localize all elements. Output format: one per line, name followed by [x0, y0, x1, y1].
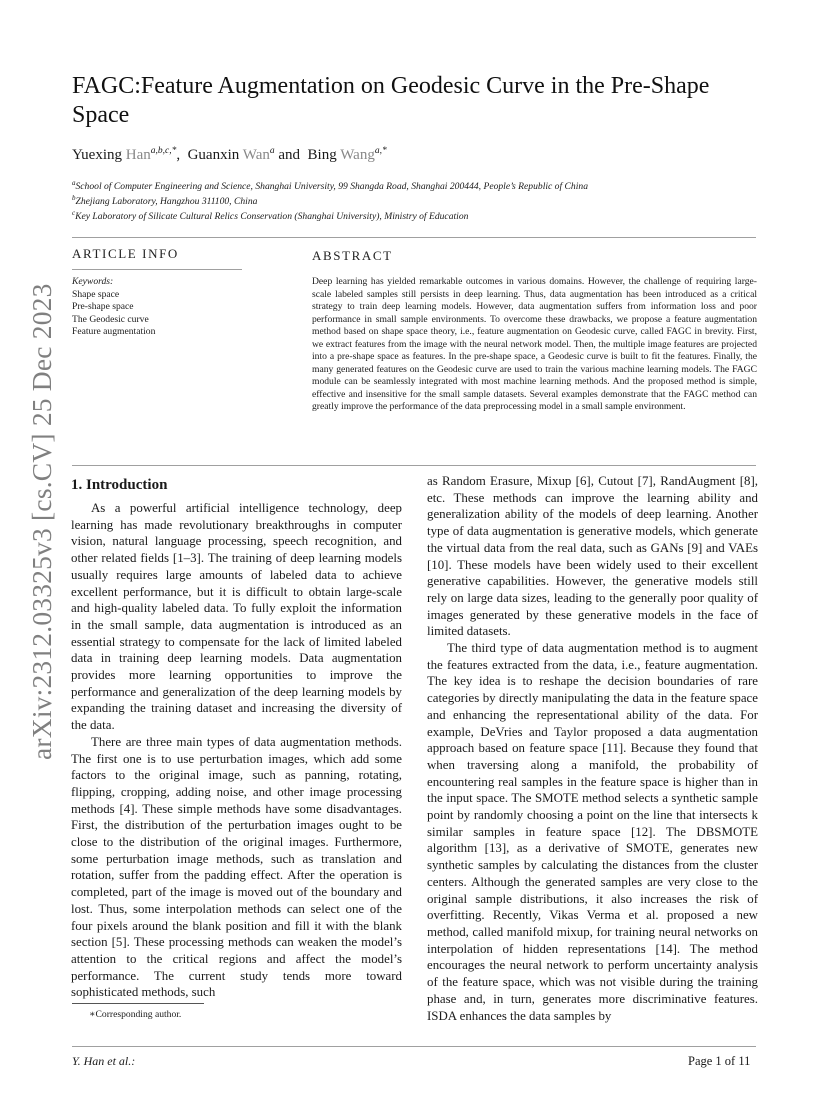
running-author: Y. Han et al.: [72, 1054, 136, 1068]
affiliation-text: Zhejiang Laboratory, Hangzhou 311100, China [75, 196, 258, 208]
page-number: Page 1 of 11 [688, 1054, 751, 1068]
article-info-heading: ARTICLE INFO [72, 246, 179, 261]
author-affil-sup: a,* [374, 146, 387, 156]
author-first-name: Bing [307, 147, 337, 163]
footnote: ∗Corresponding author. [89, 1009, 182, 1020]
left-column [71, 475, 402, 1001]
footer-divider [72, 1046, 756, 1047]
keywords-label: Keywords: [72, 276, 114, 287]
header-divider [72, 237, 756, 238]
abstract-heading: ABSTRACT [312, 248, 393, 263]
body-paragraph: as Random Erasure, Mixup [6], Cutout [7], RandAugment [8], etc. These methods can improve the learning ability and generalization ability of the models of deep learning. Another type of data augmentation is generative models, which generate the virtual data from the real data, such as GANs [9] and VAEs [10]. These models have been widely used to their excellent generative capabilities. However, the generative models still rely on large data sizes, leading to the generally poor quality of images generated by these generative models in the face of limited datasets. [427, 474, 758, 639]
article-info-divider [72, 269, 242, 270]
keyword-item: Shape space [72, 288, 120, 300]
affiliation-text: Key Laboratory of Silicate Cultural Relics Conservation (Shanghai University), Ministry of Education [75, 211, 469, 223]
arxiv-id-text: arXiv:2312.03325v3 [cs.CV] 25 Dec 2023 [26, 283, 57, 760]
affiliation-mark: c [72, 209, 76, 218]
author-last-name: Wan [242, 147, 270, 163]
keyword-item: Feature augmentation [72, 326, 156, 338]
author-affil-sup: a,b,c,* [150, 146, 177, 156]
right-column [427, 473, 758, 1024]
author-affil-sup: a [269, 146, 275, 156]
keyword-item: The Geodesic curve [72, 313, 149, 325]
affiliation-line [72, 179, 772, 194]
author-last-name: Han [125, 147, 151, 163]
body-paragraph: As a powerful artificial intelligence technology, deep learning has made revolutionary breakthroughs in computer vision, natural language processing, speech recognition, and other related fields [1–3]. The training of deep learning models usually requires large amounts of labeled data to achieve excellent performance, but it is difficult to obtain large-scale and high-quality labeled data. To fully exploit the information in the small sample, data augmentation is introduced as an essential strategy to compensate for the lack of limited labeled data in training deep learning models. Data augmentation provides more learning opportunities to improve the performance and generalization of the deep learning models by expanding the training dataset and increasing the diversity of the data. [71, 501, 402, 733]
keywords-block [72, 276, 242, 339]
author-first-name: Guanxin [187, 147, 240, 163]
abstract-divider [72, 465, 756, 466]
author-first-name: Yuexing [72, 147, 122, 163]
author-last-name: Wang [340, 147, 375, 163]
body-paragraph: There are three main types of data augmentation methods. The first one is to use perturbation images, which add some factors to the original image, such as panning, rotating, flipping, cropping, adding noise, and other image processing methods [4]. These simple methods have some disadvantages. First, the distribution of the perturbation images ought to be close to the distribution of the original images. Furthermore, some perturbation image methods, such as translation and rotation, suffer from the padding effect. After the operation is completed, part of the image is moved out of the boundary and lost. Thus, some interpolation methods can select one of the four pixels around the blank position and fill it with the blank section [5]. These processing methods can weaken the model’s attention to the critical regions and affect the model’s performance. The current study tends more toward sophisticated methods, such [71, 734, 402, 1000]
affiliations [72, 179, 772, 225]
section-heading: 1. Introduction [71, 477, 168, 493]
body-paragraph: The third type of data augmentation method is to augment the features extracted from the data, i.e., feature augmentation. The key idea is to reshape the decision boundaries of rare categories by directly manipulating the data in the feature space and enhancing the representational ability of the data. For example, DeVries and Taylor proposed a data augmentation approach based on feature space [11]. Because they found that when traversing along a manifold, the probability of encountering real samples in the feature space is higher than in the input space. The SMOTE method selects a synthetic sample point by randomly choosing a point on the line that intersects k similar samples in feature space [12]. The DBSMOTE algorithm [13], as a derivative of SMOTE, generates new synthetic samples by calculating the distances from the cluster centers. Although the generated samples are very close to the original sample distributions, it also increases the risk of overfitting. Recently, Vikas Verma et al. proposed a new method, called manifold mixup, for training neural networks on interpolation of hidden representations [14]. The method encourages the neural network to perform uncertainty analysis of the feature space, which was not visible during the training phase and, in turn, generates more discriminative features. ISDA enhances the data samples by [427, 641, 758, 1023]
affiliation-mark: a [72, 178, 76, 187]
author-separator: , [176, 147, 181, 163]
abstract-text: Deep learning has yielded remarkable outcomes in various domains. However, the challenge of requiring large-scale labeled samples still persists in deep learning. Thus, data augmentation has been introduced as a critical strategy to train deep learning models. However, data augmentation suffers from information loss and poor performance in small sample environments. To overcome these drawbacks, we propose a feature augmentation method based on shape space theory, i.e., feature augmentation on Geodesic curve, called FAGC in brevity. First, we extract features from the image with the neural network model. Then, the multiple image features are projected into a pre-shape space as features. In the pre-shape space, a Geodesic curve is built to fit the features. Finally, the many generated features on the Geodesic curve are used to train the various machine learning models. The FAGC module can be seamlessly integrated with most machine learning methods. And the proposed method is simple, effective and insensitive for the small sample datasets. Several examples demonstrate that the FAGC method can greatly improve the performance of the data preprocessing model in a small sample environment. [312, 276, 757, 413]
author-separator: and [278, 147, 301, 163]
keyword-item: Pre-shape space [72, 301, 134, 313]
footnote-divider [72, 1003, 204, 1004]
paper-title: FAGC:Feature Augmentation on Geodesic Curve in the Pre-Shape Space [72, 73, 710, 128]
author-list [72, 145, 752, 165]
affiliation-text: School of Computer Engineering and Science, Shanghai University, 99 Shangda Road, Shanghai 200444, People’s Republic of China [75, 181, 588, 192]
arxiv-side-stamp [22, 283, 58, 760]
affiliation-line [72, 209, 772, 224]
affiliation-mark: b [72, 194, 76, 203]
affiliation-line [72, 194, 772, 209]
